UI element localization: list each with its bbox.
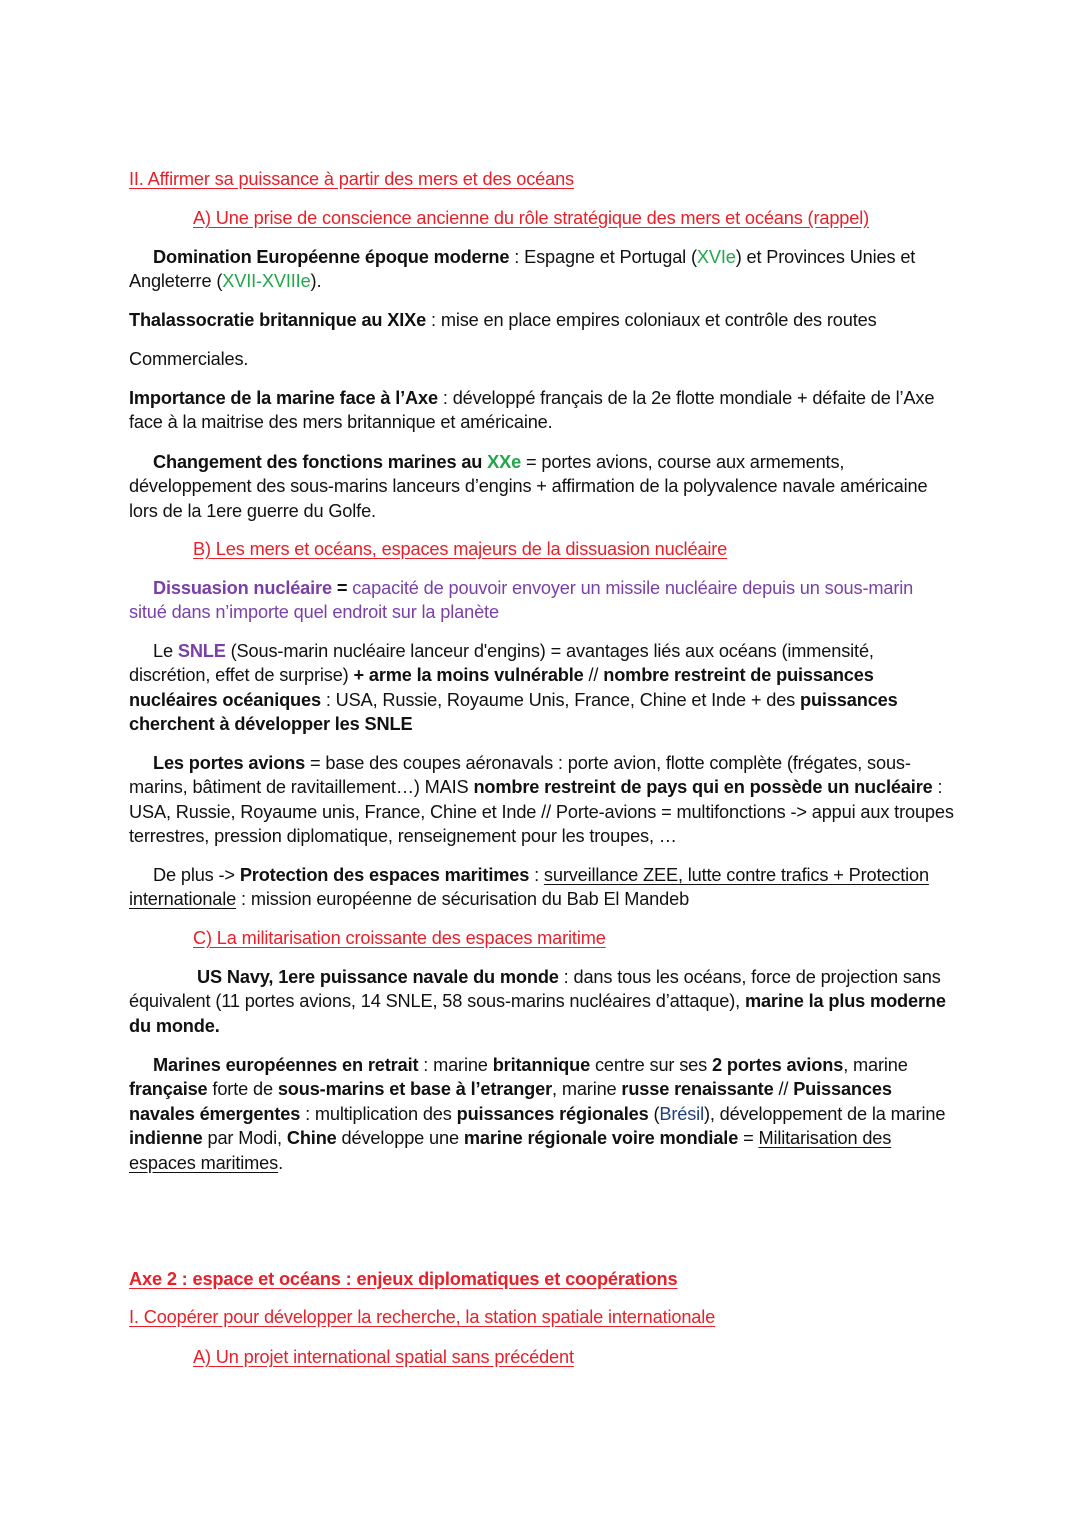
paragraph-marines-europeennes <box>129 1053 954 1175</box>
text: ) et Provinces Unies et Angleterre ( <box>129 247 916 292</box>
text: = <box>738 1128 759 1149</box>
paragraph-snle <box>129 639 954 737</box>
axe2-section-heading: I. Coopérer pour développer la recherche, la station spatiale internationale <box>129 1307 716 1327</box>
paragraph-protection <box>129 863 954 912</box>
text: Le <box>153 641 178 661</box>
paragraph-dissuasion <box>129 576 954 625</box>
text: : marine <box>418 1055 493 1075</box>
bold-text: puissances cherchent à développer les SNLE <box>129 689 898 735</box>
text: (Sous-marin nucléaire lanceur d'engins) = avantages liés aux océans (immensité, discrétion, effet de surprise) <box>129 641 874 686</box>
paragraph-thalassocratie <box>129 308 954 332</box>
subsection-a-heading-text: A) Une prise de conscience ancienne du rôle stratégique des mers et océans (rappel) <box>193 208 870 228</box>
text: : dans tous les océans, force de projection sans équivalent (11 portes avions, 14 SNLE, 58 sous-marins nucléaires d’attaque), <box>129 967 941 1012</box>
text: : multiplication des <box>300 1103 457 1124</box>
text: . <box>278 1152 283 1173</box>
section-heading: II. Affirmer sa puissance à partir des mers et des océans <box>129 169 575 189</box>
bold-text: nombre restreint de puissances nucléaires océaniques <box>129 665 874 710</box>
paragraph-domination <box>129 245 954 294</box>
subsection-c-heading <box>129 926 1018 950</box>
text: : développé français de la 2e flotte mondiale + défaite de l’Axe face à la maitrise des mers britannique et américaine. <box>129 388 935 433</box>
paragraph-us-navy <box>129 965 954 1038</box>
equals: = <box>331 578 353 598</box>
bold-text: nombre restreint de pays qui en possède un nucléaire <box>473 777 933 798</box>
term: Marines européennes en retrait <box>153 1055 419 1075</box>
bold-text: Chine <box>286 1128 337 1149</box>
definition-text: capacité de pouvoir envoyer un missile nucléaire depuis un sous-marin situé dans n’importe quel endroit sur la planète <box>129 578 914 623</box>
bold-text: + arme la moins vulnérable <box>353 665 584 686</box>
bold-text: indienne <box>129 1128 203 1149</box>
text: : USA, Russie, Royaume unis, France, Chine et Inde // Porte-avions = multifonctions -> appui aux troupes terrestres, pression diplomatique, renseignement pour les troupes, … <box>129 777 954 847</box>
bold-text: puissances régionales <box>456 1103 649 1124</box>
country-blue: Brésil <box>659 1103 704 1124</box>
underlined-text: Militarisation des espaces maritimes <box>129 1128 892 1173</box>
subsection-a-heading <box>129 206 1018 230</box>
bold-text: 2 portes avions <box>712 1055 844 1075</box>
text: : USA, Russie, Royaume Unis, France, Chine et Inde + des <box>320 689 801 710</box>
text: = base des coupes aéronavals : porte avion, flotte complète (frégates, sous-marins, bâtiment de ravitaillement…) MAIS <box>129 753 911 798</box>
text: ). <box>310 271 322 292</box>
text: // <box>583 665 604 686</box>
subsection-c-heading-text: C) La militarisation croissante des espaces maritime <box>193 928 606 948</box>
paragraph-commerciales: Commerciales. <box>129 349 249 369</box>
text: ( <box>648 1103 660 1124</box>
subsection-b-heading <box>129 537 1018 561</box>
century-green: XXe <box>487 452 522 472</box>
term: Thalassocratie britannique au XIXe <box>129 310 427 330</box>
century-green: XVII-XVIIIe <box>222 271 311 292</box>
axe2-subsection-a-heading <box>129 1345 1018 1369</box>
underlined-text: surveillance ZEE, lutte contre trafics + Protection internationale <box>129 865 929 910</box>
bold-text: Puissances navales émergentes <box>129 1079 892 1124</box>
text: : Espagne et Portugal ( <box>509 247 697 267</box>
text: , marine <box>552 1079 622 1100</box>
definition-term: Dissuasion nucléaire <box>153 578 332 598</box>
term: US Navy, 1ere puissance navale du monde <box>197 967 559 987</box>
text: forte de <box>207 1079 278 1100</box>
term: Domination Européenne époque moderne <box>153 247 510 267</box>
text: ), développement de la marine <box>703 1103 946 1124</box>
bold-text: sous-marins et base à l’etranger <box>277 1079 553 1100</box>
bold-text: marine régionale voire mondiale <box>463 1128 739 1149</box>
text: = portes avions, course aux armements, développement des sous-marins lanceurs d’engins + affirmation de la polyvalence navale américaine lors de la 1ere guerre du Golfe. <box>129 452 928 521</box>
axe-heading: Axe 2 : espace et océans : enjeux diplomatiques et coopérations <box>129 1269 678 1289</box>
term: Importance de la marine face à l’Axe <box>129 388 438 408</box>
term: Changement des fonctions marines au <box>153 452 488 472</box>
text: centre sur ses <box>590 1055 712 1075</box>
text: , marine <box>843 1055 908 1075</box>
snle-term: SNLE <box>177 641 226 661</box>
term: Protection des espaces maritimes <box>239 865 530 885</box>
text: : mise en place empires coloniaux et contrôle des routes <box>426 310 877 330</box>
subsection-b-heading-text: B) Les mers et océans, espaces majeurs de la dissuasion nucléaire <box>193 539 728 559</box>
bold-text: russe renaissante <box>621 1079 774 1100</box>
paragraph-portes-avions <box>129 751 954 849</box>
bold-text: marine la plus moderne du monde. <box>129 991 946 1036</box>
text: : <box>529 865 544 885</box>
axe2-subsection-a-heading-text: A) Un projet international spatial sans précédent <box>193 1347 574 1367</box>
text: développe une <box>336 1128 464 1149</box>
century-green: XVIe <box>696 247 736 267</box>
text: De plus -> <box>153 865 240 885</box>
text: : mission européenne de sécurisation du Bab El Mandeb <box>236 889 690 910</box>
bold-text: britannique <box>492 1055 591 1075</box>
text: par Modi, <box>202 1128 287 1149</box>
term: Les portes avions <box>153 753 306 773</box>
paragraph-importance-marine <box>129 386 954 435</box>
paragraph-changement-fonctions <box>129 450 954 523</box>
bold-text: française <box>129 1079 208 1100</box>
text: // <box>773 1079 794 1100</box>
